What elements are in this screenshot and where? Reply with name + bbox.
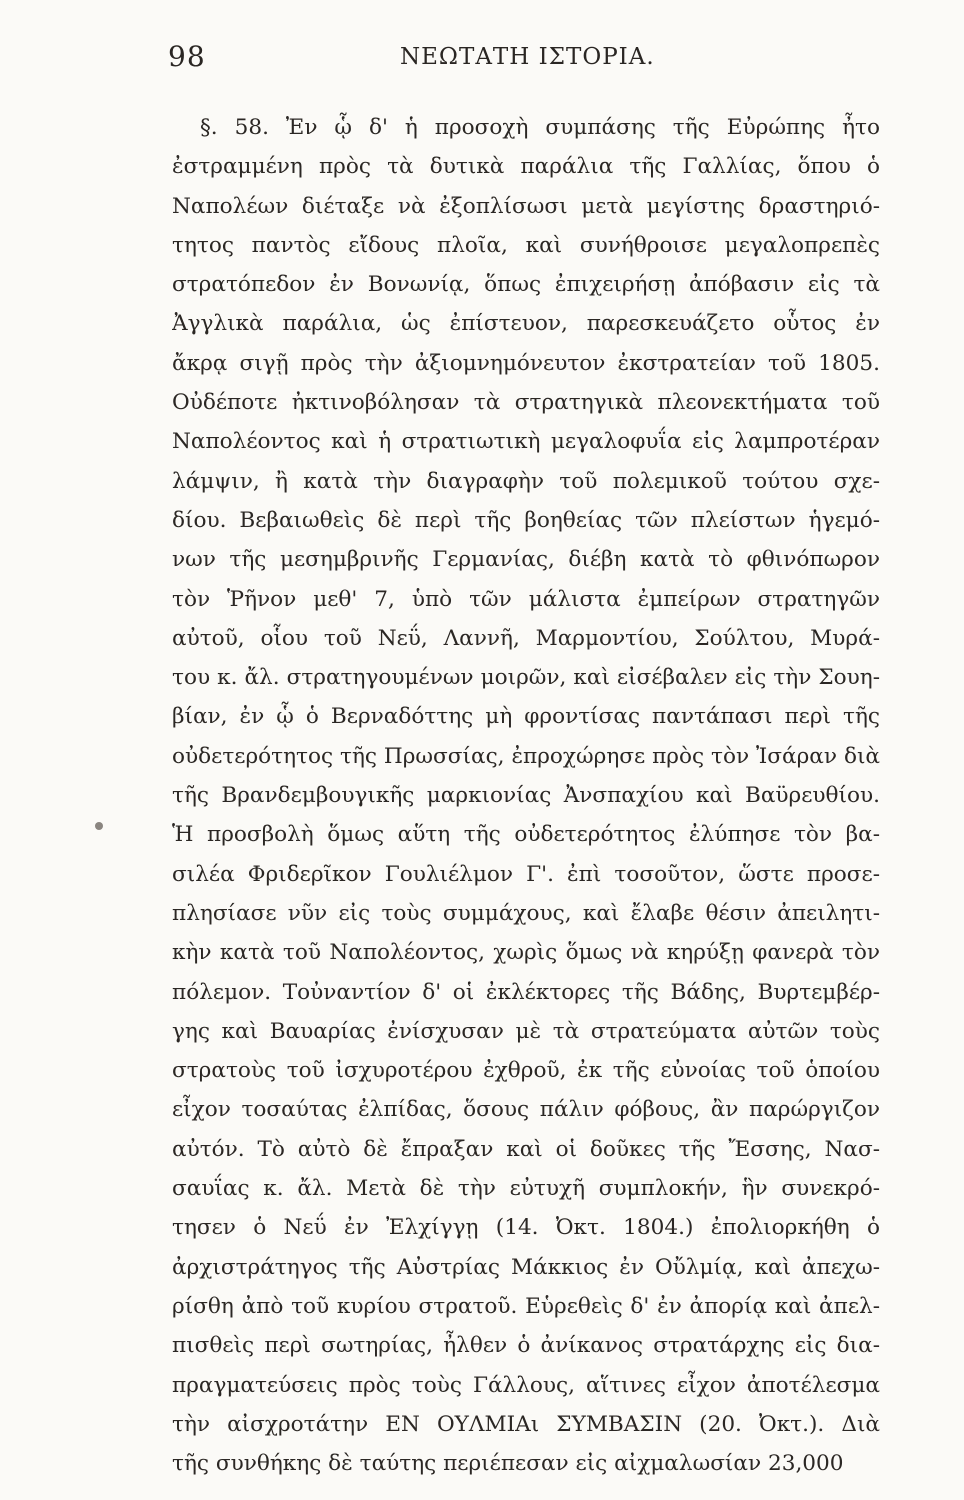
text-line: πλησίασε νῦν εἰς τοὺς συμμάχους, καὶ ἔλαβε θέσιν ἀπειλητι- — [172, 900, 880, 926]
margin-mark — [95, 822, 103, 830]
text-line: πισθεὶς περὶ σωτηρίας, ἦλθεν ὁ ἀνίκανος στρατάρχης εἰς δια- — [172, 1333, 880, 1359]
text-line: ἐστραμμένη πρὸς τὰ δυτικὰ παράλια τῆς Γαλλίας, ὅπου ὁ — [172, 154, 880, 180]
text-line: στρατοὺς τοῦ ἰσχυροτέρου ἐχθροῦ, ἐκ τῆς εὐνοίας τοῦ ὁποίου — [172, 1058, 880, 1084]
text-line: ἄκρᾳ σιγῇ πρὸς τὴν ἀξιομνημόνευτον ἐκστρατείαν τοῦ 1805. — [172, 350, 880, 376]
text-line: ἀρχιστράτηγος τῆς Αὐστρίας Μάκκιος ἐν Οὔλμίᾳ, καὶ ἀπεχω- — [172, 1254, 880, 1280]
text-line: πραγματεύσεις πρὸς τοὺς Γάλλους, αἵτινες εἶχον ἀποτέλεσμα — [172, 1372, 880, 1398]
text-line: τὸν Ῥῆνον μεθ' 7, ὑπὸ τῶν μάλιστα ἐμπείρων στρατηγῶν — [172, 586, 880, 612]
text-line: τῆς συνθήκης δὲ ταύτης περιέπεσαν εἰς αἰχμαλωσίαν 23,000 — [172, 1451, 844, 1477]
text-line: ρίσθη ἀπὸ τοῦ κυρίου στρατοῦ. Εὑρεθεὶς δ' ἐν ἀπορίᾳ καὶ ἀπελ- — [172, 1293, 880, 1319]
text-line: βίαν, ἐν ᾧ ὁ Βερναδόττης μὴ φροντίσας παντάπασι περὶ τῆς — [172, 704, 880, 730]
text-line: εἶχον τοσαύτας ἐλπίδας, ὅσους πάλιν φόβους, ἂν παρώργιζον — [172, 1097, 880, 1123]
text-line: κὴν κατὰ τοῦ Ναπολέοντος, χωρὶς ὅμως νὰ κηρύξῃ φανερὰ τὸν — [172, 940, 880, 966]
text-line: δίου. Βεβαιωθεὶς δὲ περὶ τῆς βοηθείας τῶν πλείστων ἡγεμό- — [172, 507, 880, 533]
text-line: αὐτοῦ, οἷου τοῦ Νεΰ, Λαννῆ, Μαρμοντίου, Σούλτου, Μυρά- — [172, 625, 880, 651]
text-line: Ναπολέοντος καὶ ἡ στρατιωτικὴ μεγαλοφυΐα εἰς λαμπροτέραν — [172, 429, 880, 455]
text-line: τῆς Βρανδεμβουγικῆς μαρκιονίας Ἀνσπαχίου καὶ Βαϋρευθίου. — [172, 783, 880, 809]
text-line: αὐτόν. Τὸ αὐτὸ δὲ ἔπραξαν καὶ οἱ δοῦκες τῆς Ἔσσης, Νασ- — [172, 1136, 880, 1162]
text-line: τὴν αἰσχροτάτην ΕΝ ΟΥΛΜΙΑι ΣΥΜΒΑΣΙΝ (20. Ὀκτ.). Διὰ — [172, 1411, 880, 1437]
body-text — [172, 108, 880, 1483]
text-line: στρατόπεδον ἐν Βονωνίᾳ, ὅπως ἐπιχειρήσῃ ἀπόβασιν εἰς τὰ — [172, 272, 880, 298]
page-header — [168, 40, 880, 80]
text-line: §. 58. Ἐν ᾧ δ' ἡ προσοχὴ συμπάσης τῆς Εὐρώπης ἦτο — [200, 115, 880, 140]
text-line: σιλέα Φριδερῖκον Γουλιέλμον Γ'. ἐπὶ τοσοῦτον, ὥστε προσε- — [172, 861, 880, 887]
page-number: 98 — [168, 40, 206, 73]
text-line: Ἡ προσβολὴ ὅμως αὕτη τῆς οὐδετερότητος ἐλύπησε τὸν βα- — [172, 822, 880, 848]
text-line: οὐδετερότητος τῆς Πρωσσίας, ἐπροχώρησε πρὸς τὸν Ἰσάραν διὰ — [172, 743, 880, 769]
text-line: σαυΐας κ. ἄλ. Μετὰ δὲ τὴν εὐτυχῆ συμπλοκήν, ἣν συνεκρό- — [172, 1176, 880, 1202]
text-line: λάμψιν, ἢ κατὰ τὴν διαγραφὴν τοῦ πολεμικοῦ τούτου σχε- — [172, 468, 880, 494]
text-line: Ναπολέων διέταξε νὰ ἐξοπλίσωσι μετὰ μεγίστης δραστηριό- — [172, 193, 880, 219]
text-line: νων τῆς μεσημβρινῆς Γερμανίας, διέβη κατὰ τὸ φθινόπωρον — [172, 547, 880, 573]
text-line: τησεν ὁ Νεΰ ἐν Ἐλχίγγῃ (14. Ὀκτ. 1804.) ἐπολιορκήθη ὁ — [172, 1215, 880, 1241]
running-title: ΝΕΩΤΑΤΗ ΙΣΤΟΡΙΑ. — [400, 44, 655, 70]
text-line: του κ. ἄλ. στρατηγουμένων μοιρῶν, καὶ εἰσέβαλεν εἰς τὴν Σουη- — [172, 665, 880, 691]
text-line: πόλεμον. Τοὐναντίον δ' οἱ ἐκλέκτορες τῆς Βάδης, Βυρτεμβέρ- — [172, 979, 880, 1005]
text-line: Ἀγγλικὰ παράλια, ὡς ἐπίστευον, παρεσκευάζετο οὗτος ἐν — [172, 311, 880, 337]
text-line: Οὐδέποτε ἠκτινοβόλησαν τὰ στρατηγικὰ πλεονεκτήματα τοῦ — [172, 390, 880, 416]
text-line: τητος παντὸς εἴδους πλοῖα, καὶ συνήθροισε μεγαλοπρεπὲς — [172, 232, 880, 258]
text-line: γης καὶ Βαυαρίας ἐνίσχυσαν μὲ τὰ στρατεύματα αὐτῶν τοὺς — [172, 1018, 880, 1044]
